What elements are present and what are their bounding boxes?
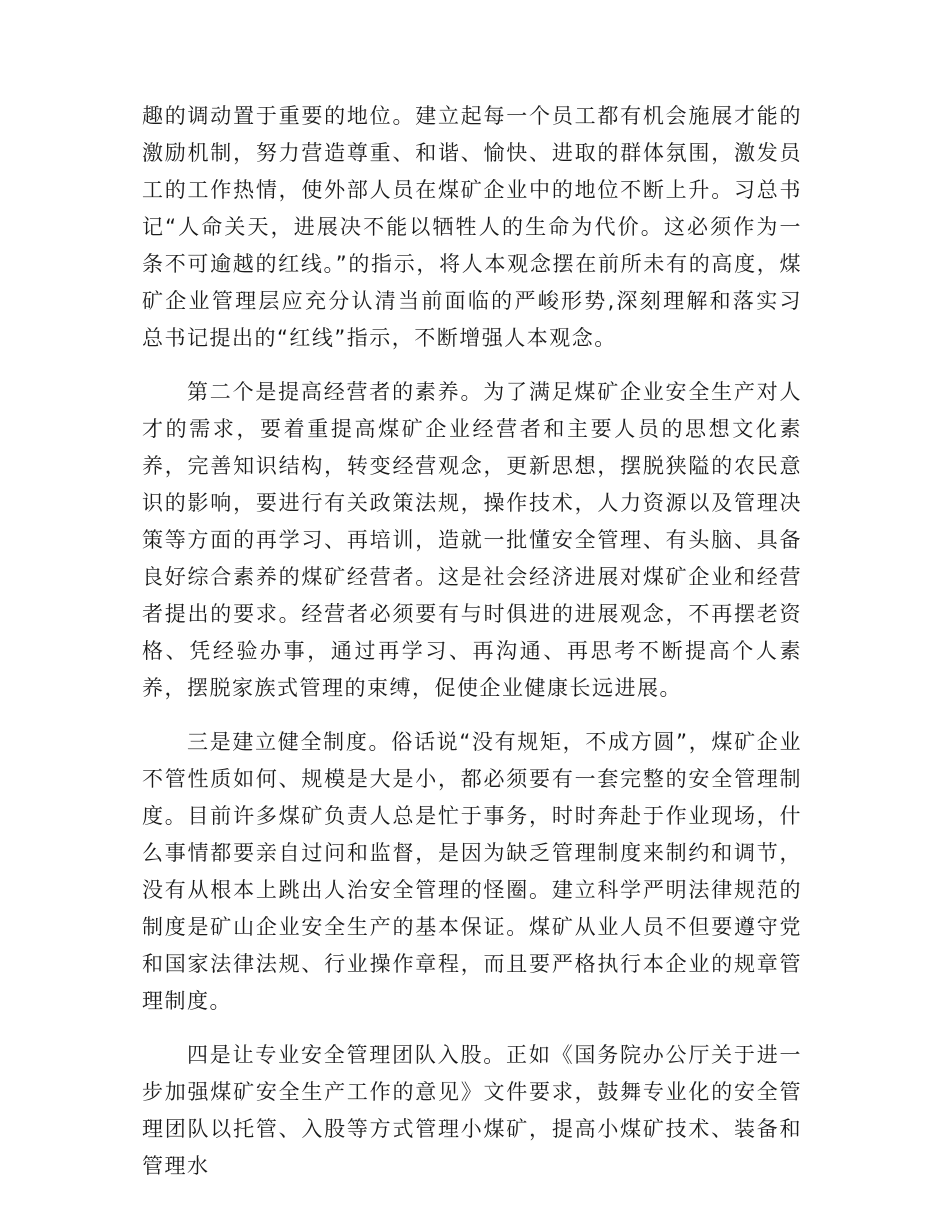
paragraph-4: 四是让专业安全管理团队入股。正如《国务院办公厅关于进一步加强煤矿安全生产工作的意见》文件要求，鼓舞专业化的安全管理团队以托管、入股等方式管理小煤矿，提高小煤矿技术、装备和管理水 (142, 1043, 802, 1178)
paragraph-3: 三是建立健全制度。俗话说“没有规矩，不成方圆”，煤矿企业不管性质如何、规模是大是小，都必须要有一套完整的安全管理制度。目前许多煤矿负责人总是忙于事务，时时奔赴于作业现场，什么事情都要亲自过问和监督，是因为缺乏管理制度来制约和调节，没有从根本上跳出人治安全管理的怪圈。建立科学严明法律规范的制度是矿山企业安全生产的基本保证。煤矿从业人员不但要遵守党和国家法律法规、行业操作章程，而且要严格执行本企业的规章管理制度。 (142, 730, 802, 1013)
document-body (142, 98, 802, 1202)
paragraph-2: 第二个是提高经营者的素养。为了满足煤矿企业安全生产对人才的需求，要着重提高煤矿企业经营者和主要人员的思想文化素养，完善知识结构，转变经营观念，更新思想，摆脱狭隘的农民意识的影响，要进行有关政策法规，操作技术，人力资源以及管理决策等方面的再学习、再培训，造就一批懂安全管理、有头脑、具备良好综合素养的煤矿经营者。这是社会经济进展对煤矿企业和经营者提出的要求。经营者必须要有与时俱进的进展观念，不再摆老资格、凭经验办事，通过再学习、再沟通、再思考不断提高个人素养，摆脱家族式管理的束缚，促使企业健康长远进展。 (142, 380, 802, 700)
paragraph-1: 趣的调动置于重要的地位。建立起每一个员工都有机会施展才能的激励机制，努力营造尊重、和谐、愉快、进取的群体氛围，激发员工的工作热情，使外部人员在煤矿企业中的地位不断上升。习总书记“人命关天，进展决不能以牺牲人的生命为代价。这必须作为一条不可逾越的红线。”的指示，将人本观念摆在前所未有的高度，煤矿企业管理层应充分认清当前面临的严峻形势,深刻理解和落实习总书记提出的“红线”指示，不断增强人本观念。 (142, 104, 802, 350)
